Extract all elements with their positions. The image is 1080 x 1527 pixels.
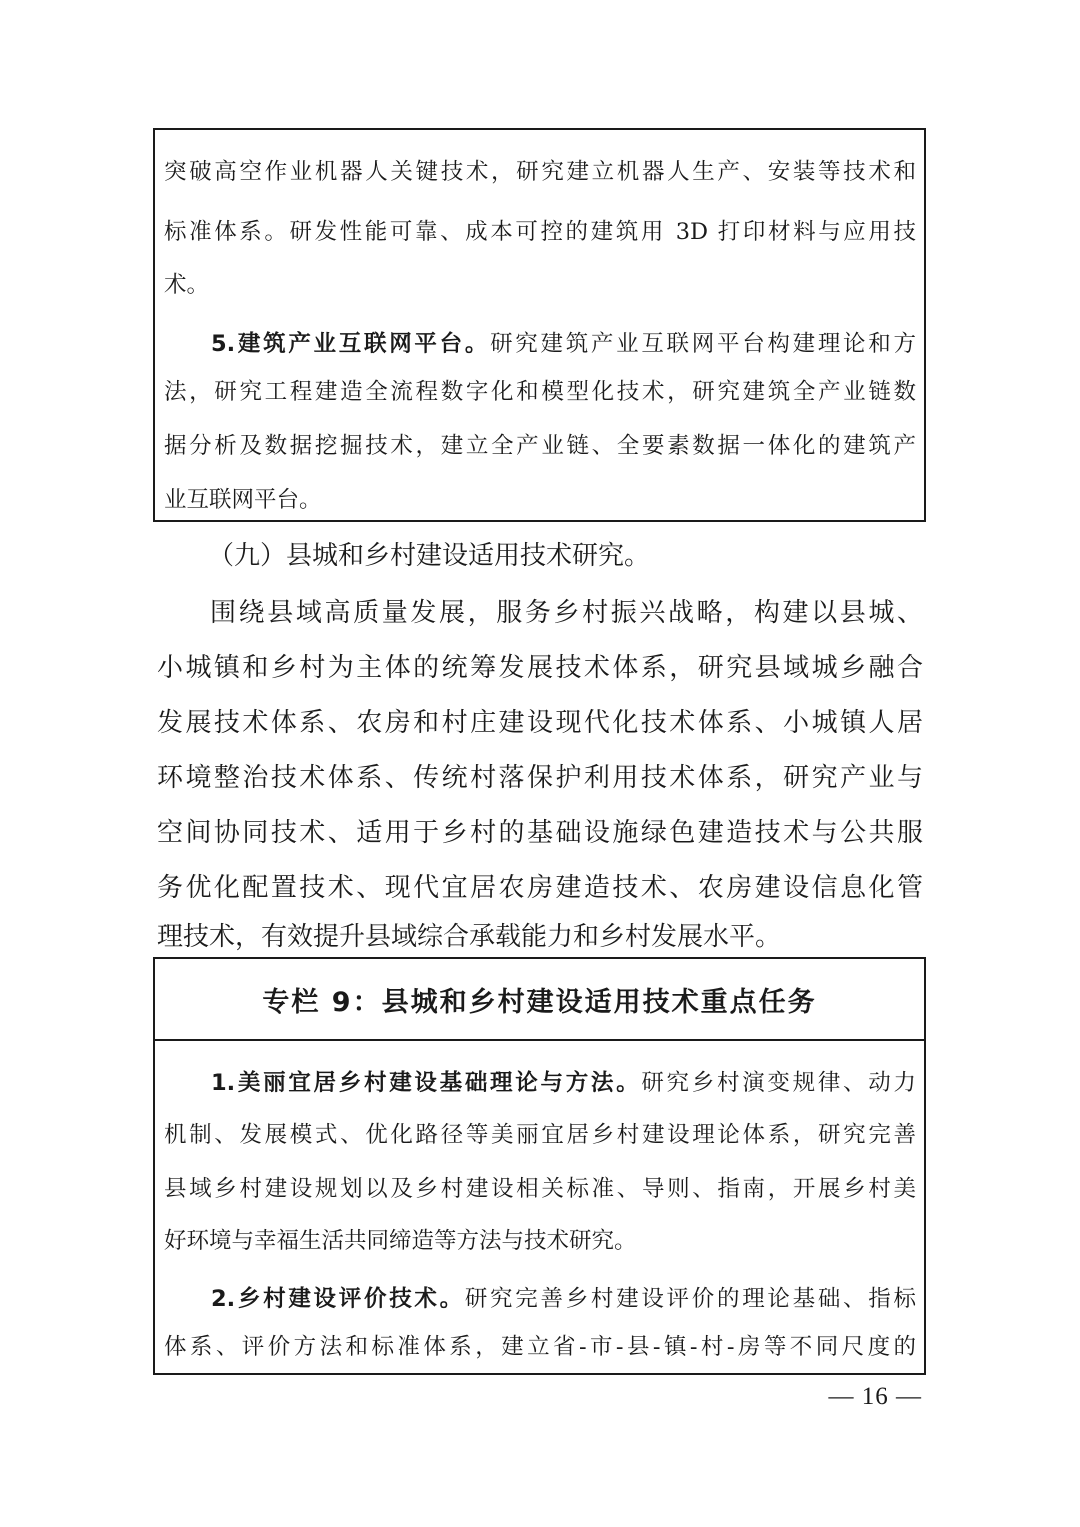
page-number: — 16 — — [828, 1383, 922, 1410]
body-text-line: 小城镇和乡村为主体的统筹发展技术体系，研究县域城乡融合 — [157, 653, 923, 683]
item-2-title: 2.乡村建设评价技术。 — [211, 1286, 465, 1312]
box-text-line: 突破高空作业机器人关键技术，研究建立机器人生产、安装等技术和 — [164, 159, 916, 185]
box-text-line: 法，研究工程建造全流程数字化和模型化技术，研究建筑全产业链数 — [164, 379, 916, 405]
item-1-text: 研究乡村演变规律、动力 — [641, 1070, 916, 1096]
body-text-line: 空间协同技术、适用于乡村的基础设施绿色建造技术与公共服 — [157, 818, 923, 848]
item-5-first-line — [211, 324, 916, 364]
box-text-line: 县域乡村建设规划以及乡村建设相关标准、导则、指南，开展乡村美 — [164, 1176, 916, 1202]
box-text-line: 据分析及数据挖掘技术，建立全产业链、全要素数据一体化的建筑产 — [164, 433, 916, 459]
box-title: 专栏 9：县城和乡村建设适用技术重点任务 — [155, 959, 924, 1041]
box-text-line: 机制、发展模式、优化路径等美丽宜居乡村建设理论体系，研究完善 — [164, 1122, 916, 1148]
box-text-line: 标准体系。研发性能可靠、成本可控的建筑用 3D 打印材料与应用技 — [164, 219, 916, 245]
text-box-column-9 — [153, 957, 926, 1375]
item-2-text: 研究完善乡村建设评价的理论基础、指标 — [464, 1286, 916, 1312]
item-5-text: 研究建筑产业互联网平台构建理论和方 — [490, 331, 916, 357]
text-box-continued — [153, 128, 926, 522]
item-1-first-line — [211, 1063, 916, 1103]
body-text-line: 发展技术体系、农房和村庄建设现代化技术体系、小城镇人居 — [157, 708, 923, 738]
item-2-first-line — [211, 1279, 916, 1319]
item-1-title: 1.美丽宜居乡村建设基础理论与方法。 — [211, 1070, 642, 1096]
section-heading: （九）县城和乡村建设适用技术研究。 — [208, 541, 651, 571]
item-5-title: 5.建筑产业互联网平台。 — [211, 331, 491, 357]
body-text-line: 围绕县域高质量发展，服务乡村振兴战略，构建以县城、 — [210, 598, 923, 628]
box-text-line: 体系、评价方法和标准体系，建立省-市-县-镇-村-房等不同尺度的 — [164, 1334, 916, 1360]
body-text-line: 务优化配置技术、现代宜居农房建造技术、农房建设信息化管 — [157, 873, 923, 903]
body-text-line: 理技术，有效提升县域综合承载能力和乡村发展水平。 — [157, 922, 782, 952]
box-text-line: 术。 — [164, 272, 210, 298]
body-text-line: 环境整治技术体系、传统村落保护利用技术体系，研究产业与 — [157, 763, 923, 793]
box-text-line: 业互联网平台。 — [164, 487, 322, 513]
box-text-line: 好环境与幸福生活共同缔造等方法与技术研究。 — [164, 1228, 637, 1254]
